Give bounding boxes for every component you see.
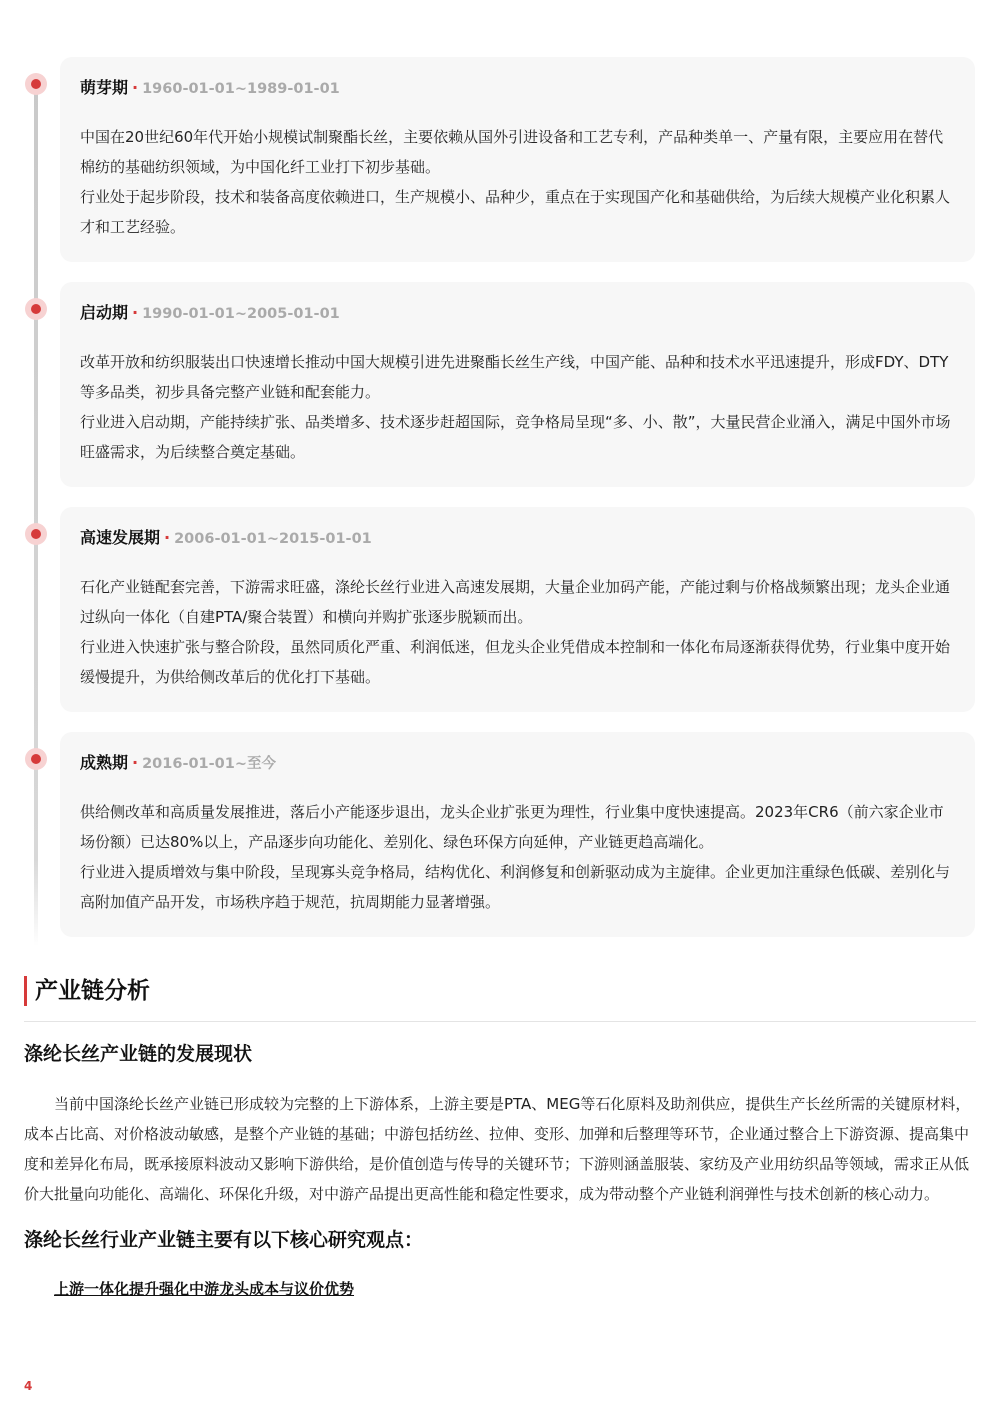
views-title: 涤纶长丝行业产业链主要有以下核心研究观点： [24, 1229, 424, 1251]
stage-name: 高速发展期 [80, 528, 161, 547]
stage-name: 启动期 [80, 303, 129, 322]
stage-name: 成熟期 [80, 753, 129, 772]
timeline-dot [25, 73, 47, 95]
separator-dot: · [132, 753, 139, 772]
section-title: 产业链分析 [24, 976, 150, 1006]
separator-dot: · [132, 78, 139, 97]
section-divider [24, 1021, 976, 1022]
stage-paragraph: 行业进入快速扩张与整合阶段，虽然同质化严重、利润低迷，但龙头企业凭借成本控制和一体化布局逐渐获得优势，行业集中度开始缓慢提升，为供给侧改革后的优化打下基础。 [80, 638, 951, 686]
stage-header [80, 300, 955, 326]
stage-name: 萌芽期 [80, 78, 129, 97]
stage-header [80, 525, 955, 551]
stage-header [80, 750, 955, 776]
stage-body [80, 347, 955, 467]
separator-dot: · [164, 528, 171, 547]
stage-paragraph: 石化产业链配套完善，下游需求旺盛，涤纶长丝行业进入高速发展期，大量企业加码产能，产能过剩与价格战频繁出现；龙头企业通过纵向一体化（自建PTA/聚合装置）和横向并购扩张逐步脱颖而出。 [80, 578, 951, 626]
timeline-dot [25, 523, 47, 545]
stage-date: 1960-01-01~1989-01-01 [142, 81, 340, 97]
stage-paragraph: 供给侧改革和高质量发展推进，落后小产能逐步退出，龙头企业扩张更为理性，行业集中度快速提高。2023年CR6（前六家企业市场份额）已达80%以上，产品逐步向功能化、差别化、绿色环保方向延伸，产业链更趋高端化。 [80, 803, 944, 851]
stage-header [80, 75, 955, 101]
stage-card-sprout [60, 57, 975, 262]
timeline-line [34, 84, 38, 946]
stage-paragraph: 行业进入提质增效与集中阶段，呈现寡头竞争格局，结构优化、利润修复和创新驱动成为主旋律。企业更加注重绿色低碳、差别化与高附加值产品开发，市场秩序趋于规范，抗周期能力显著增强。 [80, 863, 951, 911]
stage-paragraph: 改革开放和纺织服装出口快速增长推动中国大规模引进先进聚酯长丝生产线，中国产能、品种和技术水平迅速提升，形成FDY、DTY等多品类，初步具备完整产业链和配套能力。 [80, 353, 949, 401]
stage-body [80, 797, 955, 917]
status-paragraph: 当前中国涤纶长丝产业链已形成较为完整的上下游体系，上游主要是PTA、MEG等石化原料及助剂供应，提供生产长丝所需的关键原材料，成本占比高、对价格波动敏感，是整个产业链的基础；中游包括纺丝、拉伸、变形、加弹和后整理等环节，企业通过整合上下游资源、提高集中度和差异化布局，既承接原料波动又影响下游供给，是价值创造与传导的关键环节；下游则涵盖服装、家纺及产业用纺织品等领域，需求正从低价大批量向功能化、高端化、环保化升级，对中游产品提出更高性能和稳定性要求，成为带动整个产业链利润弹性与技术创新的核心动力。 [24, 1095, 971, 1203]
timeline-dot [25, 748, 47, 770]
stage-body [80, 122, 955, 242]
stage-paragraph: 行业处于起步阶段，技术和装备高度依赖进口，生产规模小、品种少，重点在于实现国产化和基础供给，为后续大规模产业化积累人才和工艺经验。 [80, 188, 951, 236]
stage-date: 1990-01-01~2005-01-01 [142, 306, 340, 322]
stage-paragraph: 行业进入启动期，产能持续扩张、品类增多、技术逐步赶超国际，竞争格局呈现“多、小、散”，大量民营企业涌入，满足中国外市场旺盛需求，为后续整合奠定基础。 [80, 413, 951, 461]
page-number: 4 [24, 1379, 33, 1393]
separator-dot: · [132, 303, 139, 322]
stage-body [80, 572, 955, 692]
stage-paragraph: 中国在20世纪60年代开始小规模试制聚酯长丝，主要依赖从国外引进设备和工艺专利，产品种类单一、产量有限，主要应用在替代棉纺的基础纺织领域，为中国化纤工业打下初步基础。 [80, 128, 944, 176]
viewpoint-link[interactable]: 上游一体化提升强化中游龙头成本与议价优势 [54, 1280, 355, 1298]
stage-card-mature [60, 732, 975, 937]
timeline-dot [25, 298, 47, 320]
stage-date: 2006-01-01~2015-01-01 [174, 531, 372, 547]
stage-date: 2016-01-01~至今 [142, 756, 276, 772]
stage-card-startup [60, 282, 975, 487]
stage-card-rapid-growth [60, 507, 975, 712]
subsection-title: 涤纶长丝产业链的发展现状 [24, 1043, 253, 1065]
